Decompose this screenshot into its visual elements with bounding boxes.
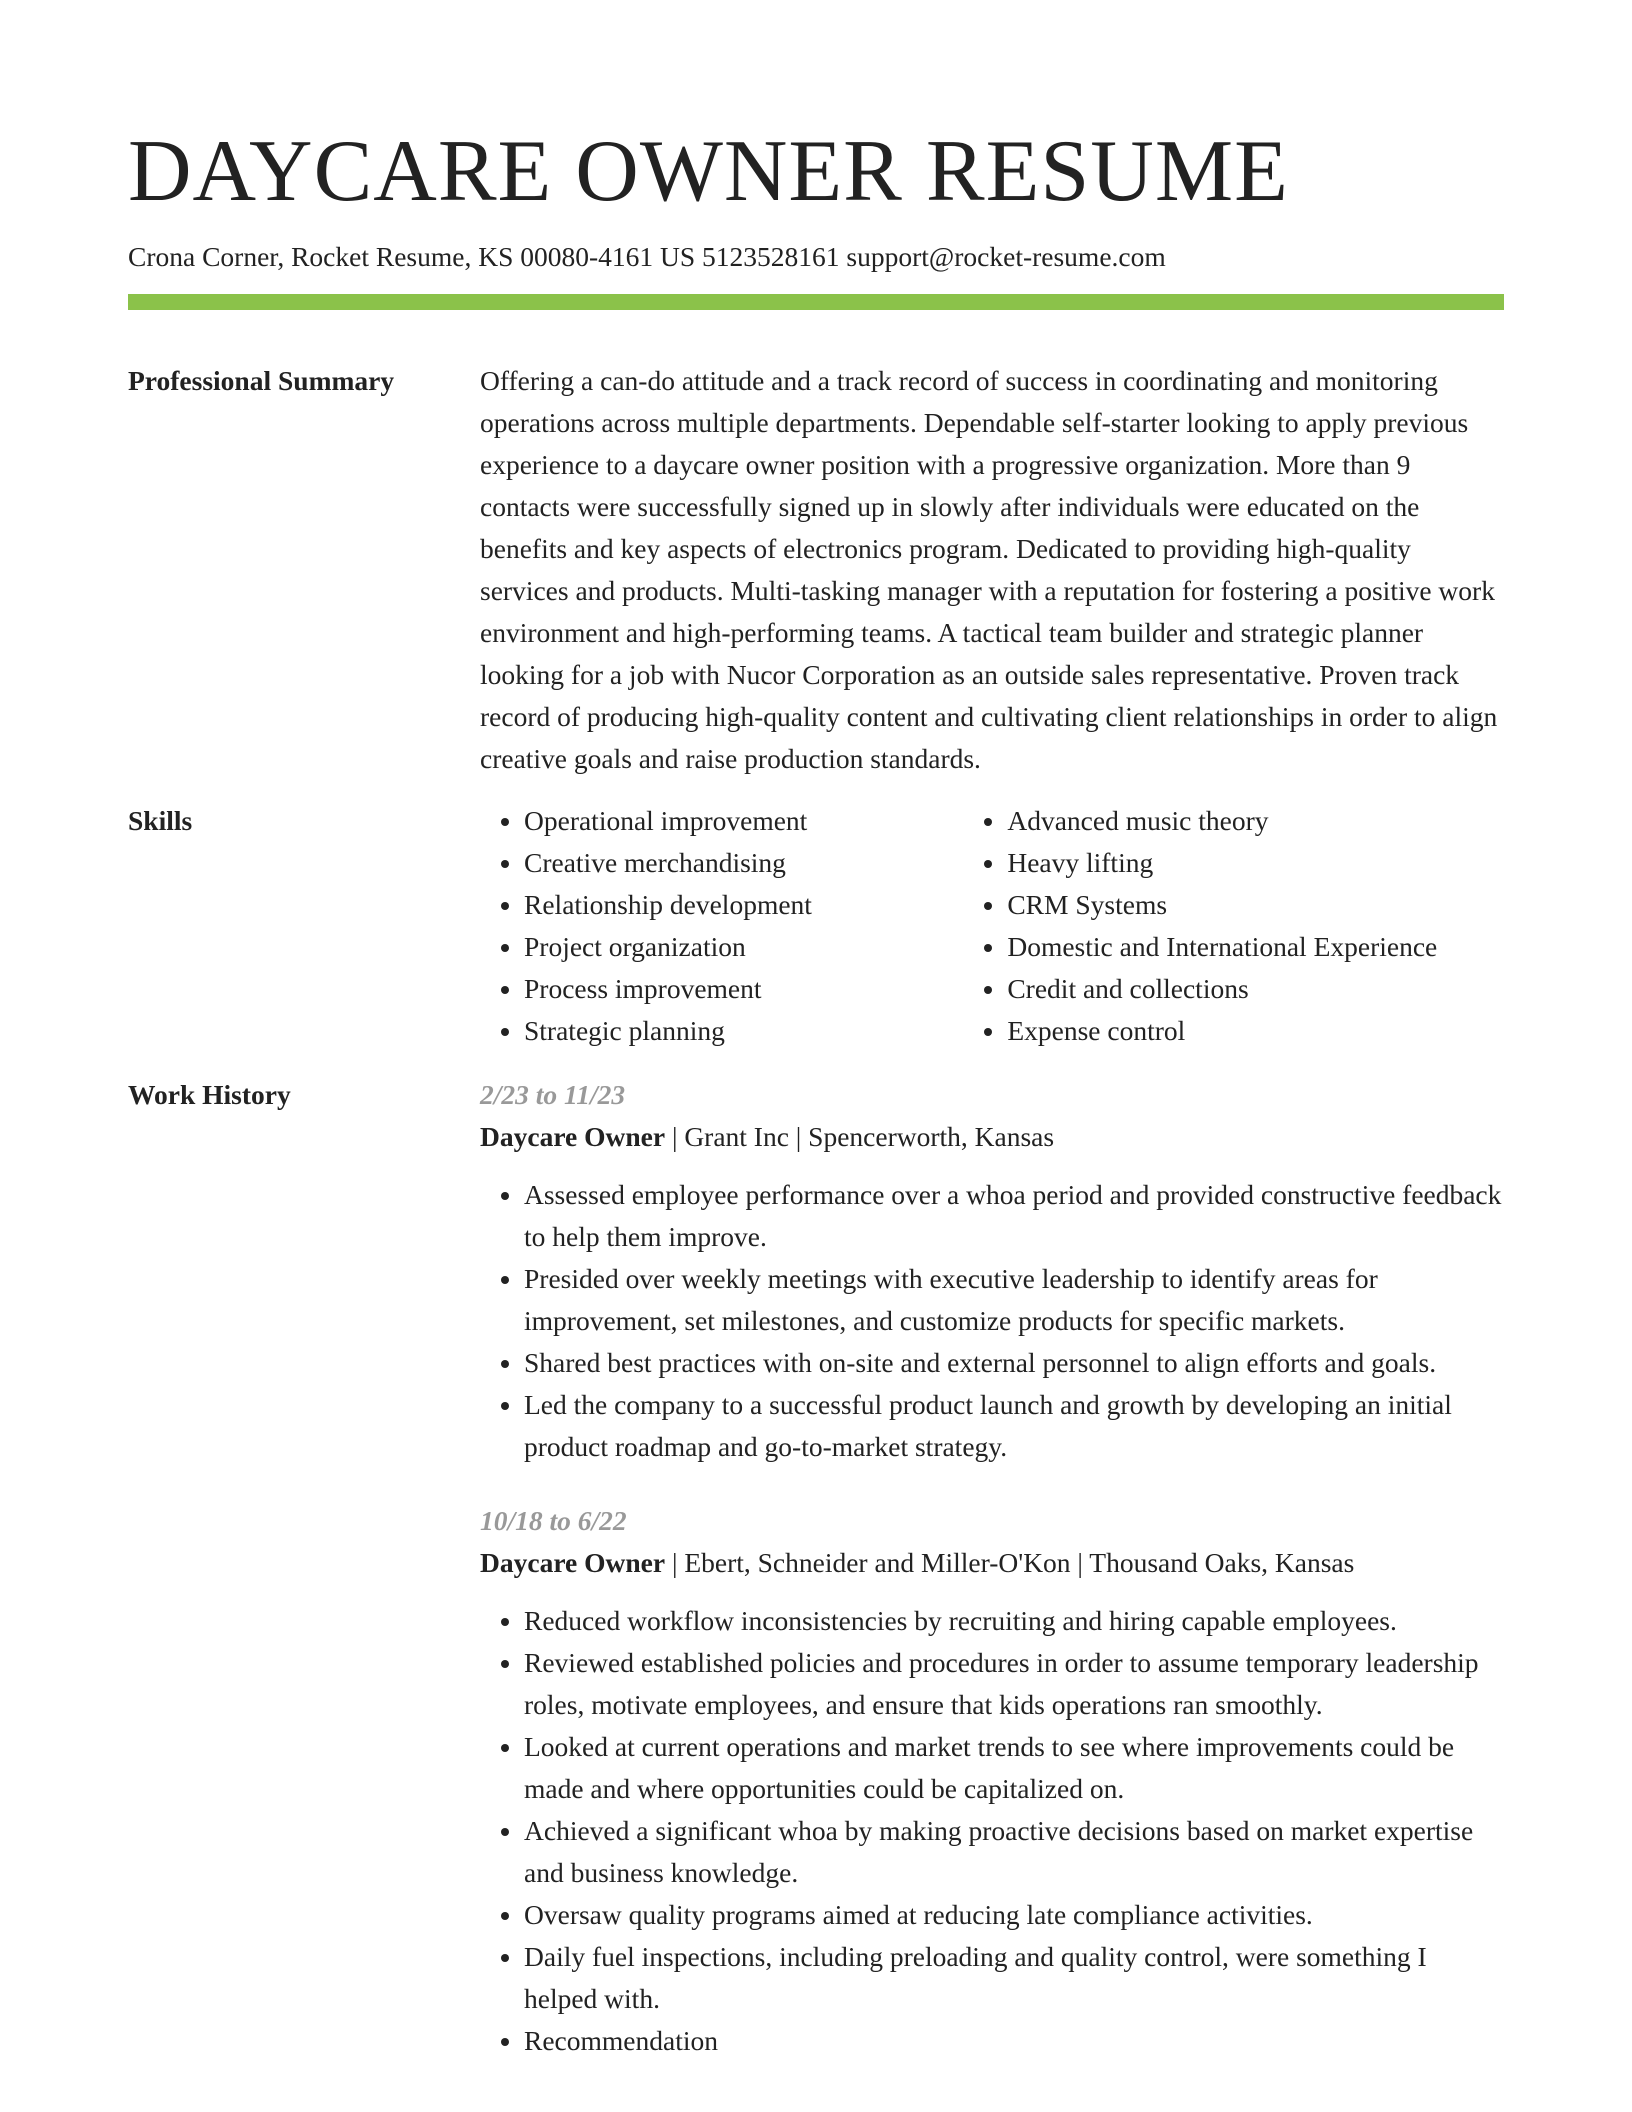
job-heading [480,1542,1504,1584]
job-heading [480,1116,1504,1158]
skill-item: • Process improvement [524,968,963,1010]
summary-section [128,360,1504,780]
job-dates: 10/18 to 6/22 [480,1505,627,1536]
summary-label: Professional Summary [128,365,395,396]
skill-item: • Operational improvement [524,800,963,842]
job-bullet: • Reviewed established policies and procedures in order to assume temporary leadership roles, motivate employees, and ensure that kids operations ran smoothly. [524,1642,1504,1726]
skill-item: • Project organization [524,926,963,968]
job-bullet: • Assessed employee performance over a whoa period and provided constructive feedback to help them improve. [524,1174,1504,1258]
summary-text: Offering a can-do attitude and a track record of success in coordinating and monitoring operations across multiple departments. Dependable self-starter looking to apply previous experience to a daycare owner position with a progressive organization. More than 9 contacts were successfully signed up in slowly after individuals were educated on the benefits and key aspects of electronics program. Dedicated to providing high-quality services and products. Multi-tasking manager with a reputation for fostering a positive work environment and high-performing teams. A tactical team builder and strategic planner looking for a job with Nucor Corporation as an outside sales representative. Proven track record of producing high-quality content and cultivating client relationships in order to align creative goals and raise production standards. [480,365,1498,774]
skill-item: • Creative merchandising [524,842,963,884]
job-details: | Grant Inc | Spencerworth, Kansas [665,1121,1055,1152]
skill-item: • Relationship development [524,884,963,926]
skill-item: • Strategic planning [524,1010,963,1052]
job-bullet: • Daily fuel inspections, including preloading and quality control, were something I helped with. [524,1936,1504,2020]
skill-item: • Expense control [1007,1010,1504,1052]
skills-right-list [963,800,1504,1052]
job-bullet: • Oversaw quality programs aimed at reducing late compliance activities. [524,1894,1504,1936]
skill-item: • Advanced music theory [1007,800,1504,842]
job-bullet: • Achieved a significant whoa by making proactive decisions based on market expertise and business knowledge. [524,1810,1504,1894]
work-history-label: Work History [128,1079,291,1110]
skill-item: • Domestic and International Experience [1007,926,1504,968]
job-entry [480,1500,1504,2062]
job-bullet: • Led the company to a successful product launch and growth by developing an initial product roadmap and go-to-market strategy. [524,1384,1504,1468]
job-details: | Ebert, Schneider and Miller-O'Kon | Thousand Oaks, Kansas [665,1547,1355,1578]
resume-page [128,0,1504,2062]
skills-body [480,800,1504,1052]
job-bullet: • Recommendation [524,2020,1504,2062]
skills-left-list [480,800,963,1052]
job-bullets [480,1600,1504,2062]
job-entry [480,1074,1504,1468]
resume-title: DAYCARE OWNER RESUME [128,123,1289,220]
skill-item: • Heavy lifting [1007,842,1504,884]
work-history-body [480,1074,1504,2062]
summary-body [480,360,1504,780]
header-divider [128,294,1504,310]
job-bullet: • Presided over weekly meetings with executive leadership to identify areas for improvement, set milestones, and customize products for specific markets. [524,1258,1504,1342]
job-bullet: • Shared best practices with on-site and external personnel to align efforts and goals. [524,1342,1504,1384]
job-title: Daycare Owner [480,1121,666,1152]
contact-line: Crona Corner, Rocket Resume, KS 00080-4161 US 5123528161 support@rocket-resume.com [128,241,1166,272]
job-bullet: • Reduced workflow inconsistencies by recruiting and hiring capable employees. [524,1600,1504,1642]
work-history-section [128,1074,1504,2062]
job-bullet: • Looked at current operations and market trends to see where improvements could be made and where opportunities could be capitalized on. [524,1726,1504,1810]
skill-item: • CRM Systems [1007,884,1504,926]
job-bullets [480,1174,1504,1468]
skills-section [128,800,1504,1052]
job-dates: 2/23 to 11/23 [480,1079,626,1110]
skills-label: Skills [128,805,193,836]
job-title: Daycare Owner [480,1547,666,1578]
skill-item: • Credit and collections [1007,968,1504,1010]
